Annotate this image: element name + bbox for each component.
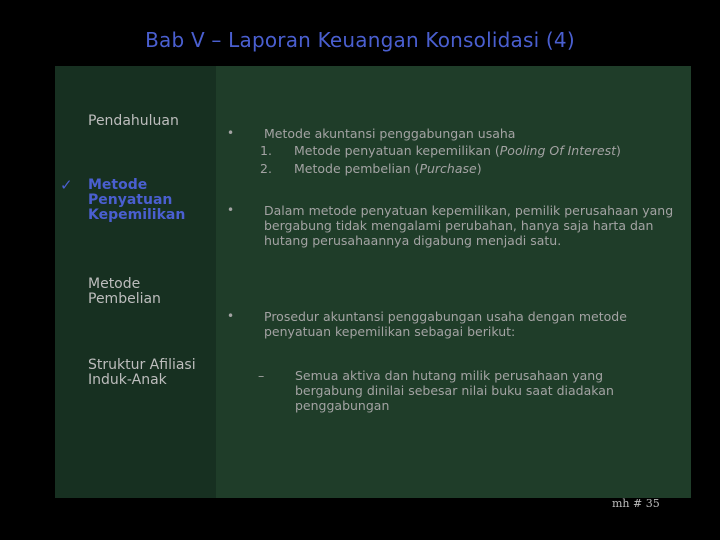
bullet-icon: •: [227, 309, 235, 323]
point-1-sub-2-number: 2.: [260, 161, 272, 176]
point-1-sub-1: Metode penyatuan kepemilikan (Pooling Of Interest): [294, 143, 621, 158]
sidebar-item-label: Struktur Afiliasi Induk-Anak: [88, 357, 196, 388]
sidebar-item-metode-penyatuan-kepemilikan[interactable]: [60, 176, 213, 223]
slide-title: Bab V – Laporan Keuangan Konsolidasi (4): [145, 28, 575, 52]
dash-icon: –: [258, 368, 265, 383]
point-3-text: Prosedur akuntansi penggabungan usaha dengan metode penyatuan kepemilikan sebagai berikut:: [264, 309, 627, 339]
sidebar-item-metode-pembelian[interactable]: [88, 277, 213, 307]
bullet-icon: •: [227, 126, 235, 140]
bullet-icon: •: [227, 203, 235, 217]
point-2-text: Dalam metode penyatuan kepemilikan, pemilik perusahaan yang bergabung tidak mengalami perubahan, hanya saja harta dan hutang perusahaannya digabung menjadi satu.: [264, 203, 674, 248]
sidebar-item-label: Metode Pembelian: [88, 276, 161, 307]
point-1-sub-2: Metode pembelian (Purchase): [294, 161, 482, 176]
content-panel: [55, 66, 691, 498]
point-1-sub-1-number: 1.: [260, 143, 272, 158]
sidebar-item-struktur-afiliasi[interactable]: [88, 358, 213, 388]
point-1-text: Metode akuntansi penggabungan usaha: [264, 126, 516, 141]
slide-number: mh # 35: [612, 497, 660, 510]
sidebar-item-label: Metode Penyatuan Kepemilikan: [88, 177, 186, 223]
sidebar-item-label: Pendahuluan: [88, 113, 179, 129]
sidebar: [55, 66, 216, 498]
checkmark-icon: ✓: [60, 176, 73, 194]
point-3-sub-text: Semua aktiva dan hutang milik perusahaan yang bergabung dinilai sebesar nilai buku saat diadakan penggabungan: [295, 368, 614, 413]
sidebar-item-pendahuluan[interactable]: [88, 114, 213, 129]
